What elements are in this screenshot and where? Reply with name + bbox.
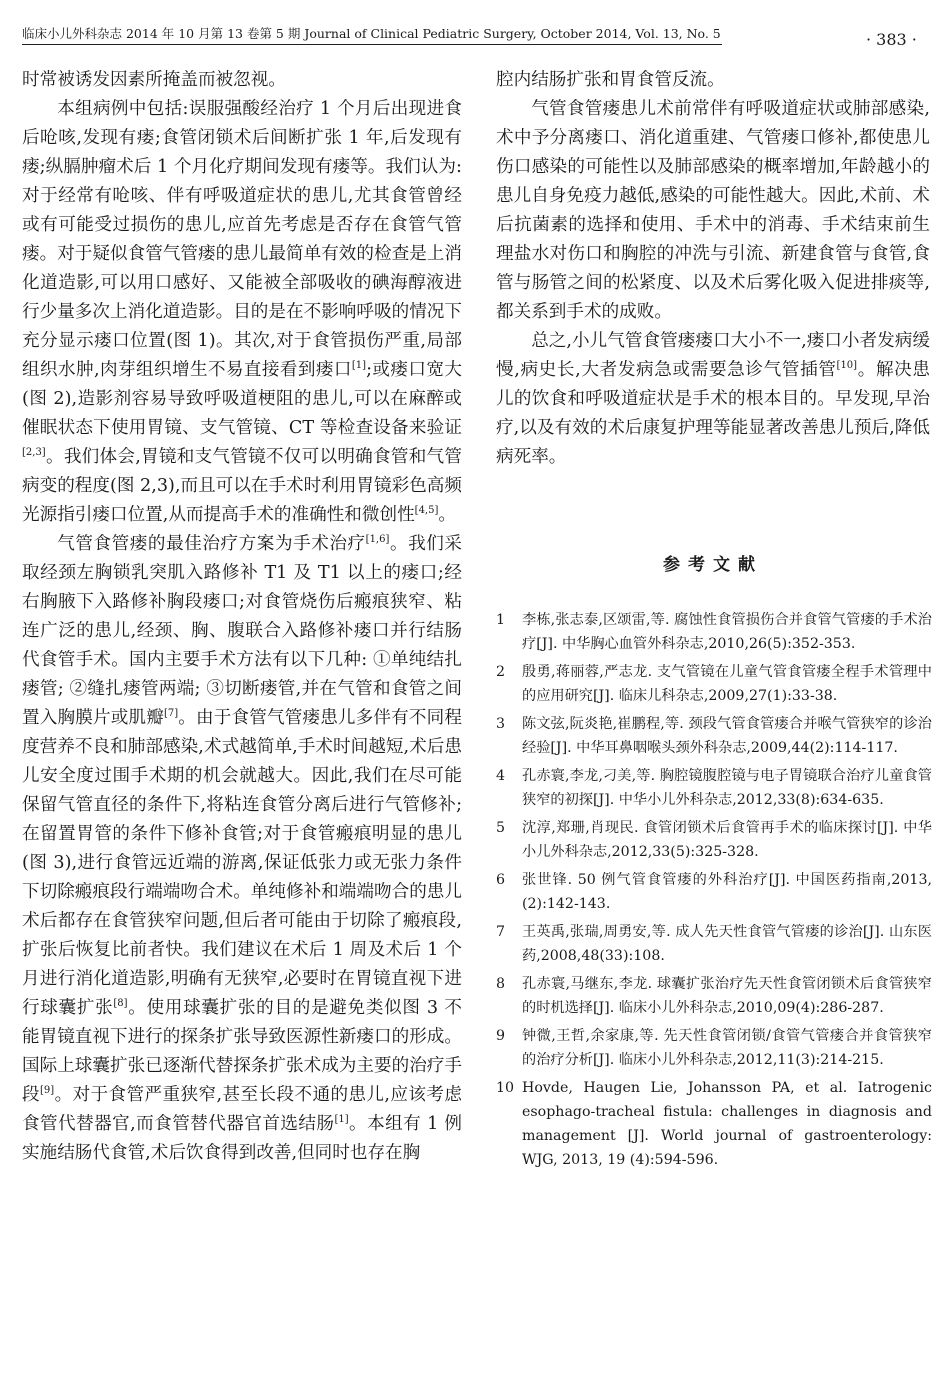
reference-text: 孔赤寰,马继东,李龙. 球囊扩张治疗先天性食管闭锁术后食管狭窄的时机选择[J]. 临床小儿外科杂志,2010,09(4):286-287. <box>522 976 932 1016</box>
text-run: 总之,小儿气管食管瘘瘘口大小不一,瘘口小者发病缓慢,病史长,大者发病急或需要急诊气管插管 <box>496 331 930 380</box>
paragraph: 气管食管瘘患儿术前常伴有呼吸道症状或肺部感染,术中予分离瘘口、消化道重建、气管瘘口修补,都使患儿伤口感染的可能性以及肺部感染的概率增加,年龄越小的患儿自身免疫力越低,感染的可能性越大。因此,术前、术后抗菌素的选择和使用、手术中的消毒、手术结束前生理盐水对伤口和胸腔的冲洗与引流、新建食管与食管,食管与肠管之间的松紧度、以及术后雾化吸入促进排痰等,都关系到手术的成败。 <box>496 99 930 322</box>
paragraph <box>22 95 462 530</box>
text-run: 。使用球囊扩张的目的是避免类似图 3 不能胃镜直视下进行的探条扩张导致医源性新瘘口的形成。国际上球囊扩张已逐渐代替探条扩张术成为主要的治疗手段 <box>22 998 462 1105</box>
citation: [1] <box>351 360 367 372</box>
text-run: 。对于食管严重狭窄,甚至长段不通的患儿,应该考虑食管代替器官,而食管替代器官首选结肠 <box>22 1085 462 1134</box>
reference-number: 1 <box>496 612 506 628</box>
text-run: ;或瘘口宽大(图 2),造影剂容易导致呼吸道梗阻的患儿,可以在麻醉或催眠状态下使用胃镜、支气管镜、CT 等检查设备来验证 <box>22 360 462 438</box>
reference-text: 李栋,张志泰,区颂雷,等. 腐蚀性食管损伤合并食管气管瘘的手术治疗[J]. 中华胸心血管外科杂志,2010,26(5):352-353. <box>522 612 932 652</box>
reference-text: 王英禹,张瑞,周勇安,等. 成人先天性食管气管瘘的诊治[J]. 山东医药,2008,48(33):108. <box>522 924 932 964</box>
citation: [9] <box>40 1085 55 1097</box>
reference-item <box>496 816 932 864</box>
reference-text: 殷勇,蒋丽蓉,严志龙. 支气管镜在儿童气管食管瘘全程手术管理中的应用研究[J]. 临床儿科杂志,2009,27(1):33-38. <box>522 664 932 704</box>
reference-item <box>496 660 932 708</box>
page-number: · 383 · <box>866 30 917 49</box>
text-run: 本组病例中包括:误服强酸经治疗 1 个月后出现进食后呛咳,发现有瘘;食管闭锁术后间断扩张 1 年,后发现有瘘;纵膈肿瘤术后 1 个月化疗期间发现有瘘等。我们认为:对于经常有呛咳、伴有呼吸道症状的患儿,尤其食管曾经或有可能受过损伤的患儿,应首先考虑是否存在食管气管瘘。对于疑似食管气管瘘的患儿最简单有效的检查是上消化道造影,可以用口感好、又能被全部吸收的碘海醇液进行少量多次上消化道造影。目的是在不影响呼吸的情况下充分显示瘘口位置(图 1)。其次,对于食管损伤严重,局部组织水肿,肉芽组织增生不易直接看到瘘口 <box>22 99 462 380</box>
text-run: 。 <box>438 505 456 525</box>
reference-text: Hovde, Haugen Lie, Johansson PA, et al. Iatrogenic esophago-tracheal fistula: challenges in diagnosis and management [J]. World journal of gastroenterology: WJG, 2013, 19 (4):594-596. <box>522 1080 932 1168</box>
reference-text: 陈文弦,阮炎艳,崔鹏程,等. 颈段气管食管瘘合并喉气管狭窄的诊治经验[J]. 中华耳鼻咽喉头颈外科杂志,2009,44(2):114-117. <box>522 716 932 756</box>
reference-number: 3 <box>496 716 506 732</box>
citation: [1,6] <box>365 534 390 546</box>
reference-item <box>496 1076 932 1172</box>
reference-text: 钟微,王哲,余家康,等. 先天性食管闭锁/食管气管瘘合并食管狭窄的治疗分析[J]. 临床小儿外科杂志,2012,11(3):214-215. <box>522 1028 932 1068</box>
right-column <box>496 66 930 472</box>
reference-item <box>496 868 932 916</box>
reference-number: 6 <box>496 872 506 888</box>
text-run: 气管食管瘘的最佳治疗方案为手术治疗 <box>57 534 366 554</box>
citation: [4,5] <box>414 505 439 517</box>
reference-number: 2 <box>496 664 506 680</box>
reference-number: 5 <box>496 820 506 836</box>
reference-number: 9 <box>496 1028 506 1044</box>
text-run: 。我们体会,胃镜和支气管镜不仅可以明确食管和气管病变的程度(图 2,3),而且可以在手术时利用胃镜彩色高频光源指引瘘口位置,从而提高手术的准确性和微创性 <box>22 447 462 525</box>
text-run: 。由于食管气管瘘患儿多伴有不同程度营养不良和肺部感染,术式越简单,手术时间越短,术后患儿安全度过围手术期的机会就越大。因此,我们在尽可能保留气管直径的条件下,将粘连食管分离后进行气管修补;在留置胃管的条件下修补食管;对于食管瘢痕明显的患儿(图 3),进行食管远近端的游离,保证低张力或无张力条件下切除瘢痕段行端端吻合术。单纯修补和端端吻合的患儿术后都存在食管狭窄问题,但后者可能由于切除了瘢痕段,扩张后恢复比前者快。我们建议在术后 1 周及术后 1 个月进行消化道造影,明确有无狭窄,必要时在胃镜直视下进行球囊扩张 <box>22 708 462 1018</box>
reference-item <box>496 712 932 760</box>
reference-number: 7 <box>496 924 506 940</box>
citation: [2,3] <box>22 447 46 459</box>
reference-text: 张世锋. 50 例气管食管瘘的外科治疗[J]. 中国医药指南,2013,(2):142-143. <box>522 872 932 912</box>
reference-item <box>496 608 932 656</box>
citation: [10] <box>836 360 858 372</box>
citation: [7] <box>163 708 179 720</box>
text-run: 。解决患儿的饮食和呼吸道症状是手术的根本目的。早发现,早治疗,以及有效的术后康复护理等能显著改善患儿预后,降低病死率。 <box>496 360 930 467</box>
citation: [1] <box>334 1114 349 1126</box>
reference-text: 沈淳,郑珊,肖现民. 食管闭锁术后食管再手术的临床探讨[J]. 中华小儿外科杂志,2012,33(5):325-328. <box>522 820 932 860</box>
paragraph: 腔内结肠扩张和胃食管反流。 <box>496 70 725 90</box>
paragraph <box>496 327 930 472</box>
paragraph <box>22 530 462 1168</box>
left-column <box>22 66 462 1168</box>
reference-item <box>496 1024 932 1072</box>
reference-list <box>496 608 932 1176</box>
reference-number: 4 <box>496 768 506 784</box>
reference-number: 8 <box>496 976 506 992</box>
reference-item <box>496 972 932 1020</box>
text-run: 。本组有 1 例实施结肠代食管,术后饮食得到改善,但同时也存在胸 <box>22 1114 462 1163</box>
reference-text: 孔赤寰,李龙,刁美,等. 胸腔镜腹腔镜与电子胃镜联合治疗儿童食管狭窄的初探[J]. 中华小儿外科杂志,2012,33(8):634-635. <box>522 768 932 808</box>
reference-item <box>496 920 932 968</box>
reference-number: 10 <box>496 1080 515 1096</box>
references-heading: 参考文献 <box>663 555 763 575</box>
citation: [8] <box>113 998 128 1010</box>
paragraph: 时常被诱发因素所掩盖而被忽视。 <box>22 70 286 90</box>
reference-item <box>496 764 932 812</box>
text-run: 。我们采取经颈左胸锁乳突肌入路修补 T1 及 T1 以上的瘘口;经右胸腋下入路修补胸段瘘口;对食管烧伤后瘢痕狭窄、粘连广泛的患儿,经颈、胸、腹联合入路修补瘘口并行结肠代食管手术。国内主要手术方法有以下几种: ①单纯结扎瘘管; ②缝扎瘘管两端; ③切断瘘管,并在气管和食管之间置入胸膜片或肌瓣 <box>22 534 462 728</box>
running-head: 临床小儿外科杂志 2014 年 10 月第 13 卷第 5 期 Journal of Clinical Pediatric Surgery, October 2014, Vol. 13, No. 5 <box>22 26 722 45</box>
